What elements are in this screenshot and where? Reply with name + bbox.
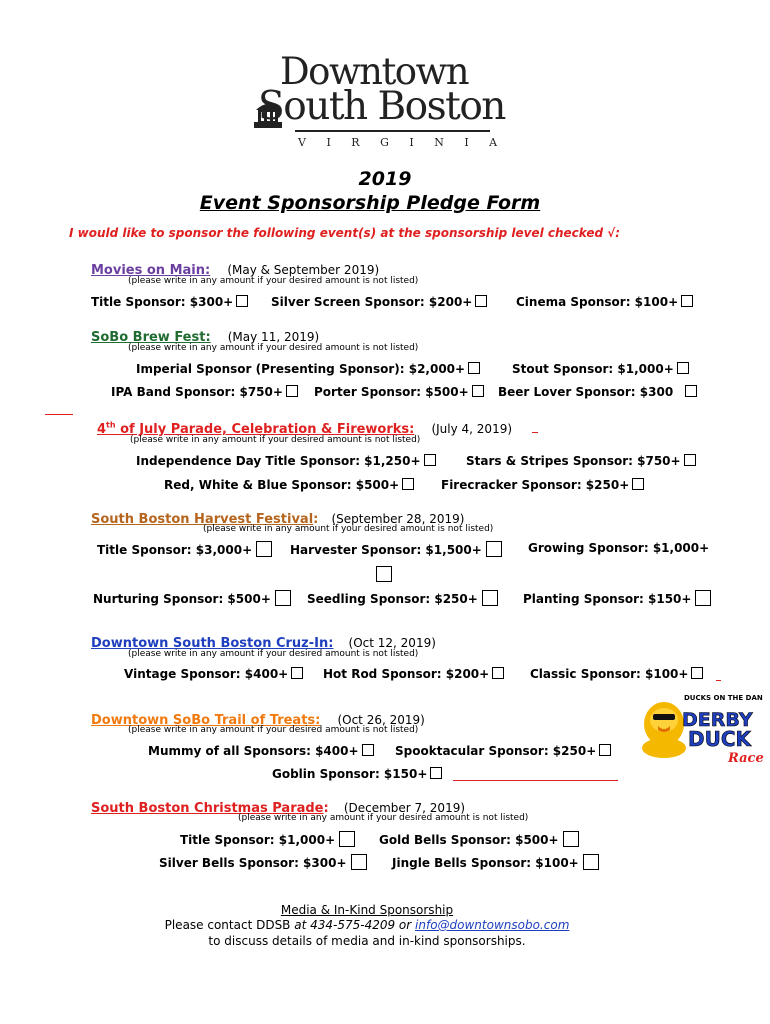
sponsor-checkbox[interactable] (376, 566, 392, 582)
sponsor-checkbox[interactable] (492, 667, 504, 679)
sponsor-option: Mummy of all Sponsors: $400+ (148, 744, 374, 758)
event-note: (please write in any amount if your desired amount is not listed) (128, 276, 419, 286)
sponsor-option: Goblin Sponsor: $150+ (272, 767, 442, 781)
derby-duck-race-logo (640, 690, 768, 770)
sponsor-checkbox[interactable] (482, 590, 498, 606)
sponsor-checkbox[interactable] (402, 478, 414, 490)
event-christmas-parade: South Boston Christmas Parade: (December 7, 2019) (91, 801, 466, 816)
event-date: (September 28, 2019) (331, 512, 465, 526)
sponsor-checkbox[interactable] (362, 744, 374, 756)
sponsor-option: Growing Sponsor: $1,000+ (528, 541, 710, 555)
sponsor-checkbox[interactable] (275, 590, 291, 606)
sponsor-option: Porter Sponsor: $500+ (314, 385, 484, 399)
sponsor-option: Cinema Sponsor: $100+ (516, 295, 693, 309)
sponsor-checkbox[interactable] (236, 295, 248, 307)
sponsor-option: Title Sponsor: $3,000+ (97, 541, 272, 557)
event-date: (May 11, 2019) (227, 330, 320, 344)
event-name: South Boston Christmas Parade (91, 801, 324, 816)
event-note: (please write in any amount if your desired amount is not listed) (128, 649, 419, 659)
sponsor-option: Beer Lover Sponsor: $300 (498, 385, 697, 399)
sponsor-checkbox[interactable] (339, 831, 355, 847)
sponsor-checkbox[interactable] (472, 385, 484, 397)
logo-divider (295, 130, 490, 132)
underline-mark (716, 680, 721, 681)
sponsor-option: Red, White & Blue Sponsor: $500+ (164, 478, 414, 492)
sponsor-checkbox[interactable] (563, 831, 579, 847)
underline-mark (532, 432, 538, 433)
sponsor-option: Jingle Bells Sponsor: $100+ (392, 854, 599, 870)
sponsor-checkbox[interactable] (583, 854, 599, 870)
logo-state: VIRGINIA (298, 136, 518, 149)
footer-contact: Please contact DDSB at 434-575-4209 or info@downtownsobo.com (164, 918, 570, 932)
write-in-line[interactable] (453, 780, 618, 781)
sponsor-option: Nurturing Sponsor: $500+ (93, 590, 291, 606)
sponsor-option: IPA Band Sponsor: $750+ (111, 385, 298, 399)
event-name: Movies on Main: (91, 263, 211, 278)
sponsor-checkbox[interactable] (486, 541, 502, 557)
form-title: Event Sponsorship Pledge Form (199, 192, 541, 214)
sponsor-checkbox[interactable] (684, 454, 696, 466)
event-note: (please write in any amount if your desired amount is not listed) (203, 524, 494, 534)
logo-line-2: South Boston (258, 84, 505, 129)
event-name: Downtown South Boston Cruz-In: (91, 636, 334, 651)
email-link[interactable]: info@downtownsobo.com (415, 918, 570, 932)
sponsor-option: Vintage Sponsor: $400+ (124, 667, 303, 681)
sponsor-checkbox[interactable] (695, 590, 711, 606)
sponsor-checkbox[interactable] (291, 667, 303, 679)
event-harvest-festival: South Boston Harvest Festival: (September 28, 2019) (91, 512, 465, 527)
event-note: (please write in any amount if your desired amount is not listed) (128, 343, 419, 353)
sponsor-checkbox[interactable] (677, 362, 689, 374)
sponsor-option: Title Sponsor: $300+ (91, 295, 248, 309)
event-name: Downtown SoBo Trail of Treats: (91, 713, 321, 728)
svg-text:Race: Race (728, 751, 764, 766)
svg-text:DERBY: DERBY (682, 709, 753, 731)
sponsor-checkbox[interactable] (599, 744, 611, 756)
sponsor-checkbox[interactable] (632, 478, 644, 490)
divider-mark (45, 414, 73, 415)
sponsor-option: Imperial Sponsor (Presenting Sponsor): $2,000+ (136, 362, 480, 376)
sponsor-checkbox[interactable] (424, 454, 436, 466)
sponsor-checkbox[interactable] (681, 295, 693, 307)
event-name: SoBo Brew Fest: (91, 330, 211, 345)
event-note: (please write in any amount if your desired amount is not listed) (128, 725, 419, 735)
logo-line-1: Downtown (280, 50, 469, 93)
sponsor-checkbox[interactable] (685, 385, 697, 397)
sponsor-option: Gold Bells Sponsor: $500+ (379, 831, 579, 847)
sponsor-option: Seedling Sponsor: $250+ (307, 590, 498, 606)
sponsor-option: Spooktacular Sponsor: $250+ (395, 744, 611, 758)
event-date: (Oct 26, 2019) (337, 713, 425, 727)
sponsor-option: Silver Bells Sponsor: $300+ (159, 854, 367, 870)
sponsor-option: Planting Sponsor: $150+ (523, 590, 711, 606)
sponsor-option: Stars & Stripes Sponsor: $750+ (466, 454, 696, 468)
sponsor-option (376, 564, 392, 583)
svg-text:DUCK: DUCK (688, 727, 752, 751)
event-name: 4th of July Parade, Celebration & Fireworks: (97, 420, 415, 437)
sponsor-option: Classic Sponsor: $100+ (530, 667, 703, 681)
event-note: (please write in any amount if your desired amount is not listed) (130, 435, 421, 445)
sponsor-option: Harvester Sponsor: $1,500+ (290, 541, 502, 557)
form-intro: I would like to sponsor the following event(s) at the sponsorship level checked √: (69, 226, 621, 240)
svg-text:DUCKS ON THE DAN: DUCKS ON THE DAN (684, 694, 763, 702)
event-note: (please write in any amount if your desired amount is not listed) (238, 813, 529, 823)
sponsor-checkbox[interactable] (430, 767, 442, 779)
sponsor-option: Stout Sponsor: $1,000+ (512, 362, 689, 376)
sponsor-checkbox[interactable] (351, 854, 367, 870)
event-date: (Oct 12, 2019) (348, 636, 436, 650)
sponsor-checkbox[interactable] (468, 362, 480, 374)
sponsor-option: Silver Screen Sponsor: $200+ (271, 295, 487, 309)
sponsor-checkbox[interactable] (691, 667, 703, 679)
sponsor-option: Hot Rod Sponsor: $200+ (323, 667, 504, 681)
sponsor-checkbox[interactable] (475, 295, 487, 307)
event-date: (May & September 2019) (227, 263, 380, 277)
sponsor-option: Title Sponsor: $1,000+ (180, 831, 355, 847)
sponsor-option: Independence Day Title Sponsor: $1,250+ (136, 454, 436, 468)
form-year: 2019 (358, 168, 412, 190)
footer-closing: to discuss details of media and in-kind sponsorships. (208, 934, 526, 948)
event-date: (December 7, 2019) (343, 801, 466, 815)
footer-heading: Media & In-Kind Sponsorship (280, 903, 454, 917)
event-date: (July 4, 2019) (431, 422, 513, 436)
sponsor-option: Firecracker Sponsor: $250+ (441, 478, 644, 492)
sponsor-checkbox[interactable] (256, 541, 272, 557)
sponsor-checkbox[interactable] (286, 385, 298, 397)
downtown-south-boston-logo (250, 50, 520, 160)
event-name: South Boston Harvest Festival (91, 512, 314, 527)
